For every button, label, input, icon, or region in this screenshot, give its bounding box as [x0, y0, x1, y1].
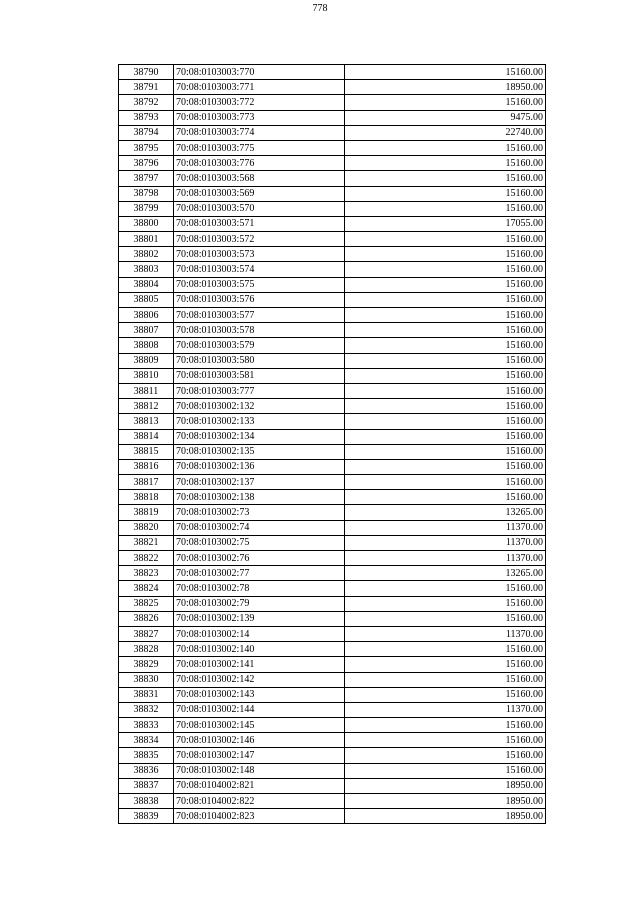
- row-number-cell: 38791: [119, 80, 174, 95]
- row-number-cell: 38810: [119, 368, 174, 383]
- row-number-cell: 38795: [119, 140, 174, 155]
- table-row: [119, 490, 546, 505]
- table-row: [119, 323, 546, 338]
- cadastral-number-cell: 70:08:0103002:146: [174, 733, 345, 748]
- table-row: [119, 216, 546, 231]
- value-cell: 15160.00: [345, 323, 546, 338]
- table-row: [119, 763, 546, 778]
- table-row: [119, 611, 546, 626]
- row-number-cell: 38804: [119, 277, 174, 292]
- cadastral-number-cell: 70:08:0104002:823: [174, 809, 345, 824]
- cadastral-number-cell: 70:08:0103003:577: [174, 308, 345, 323]
- row-number-cell: 38811: [119, 383, 174, 398]
- row-number-cell: 38816: [119, 459, 174, 474]
- cadastral-number-cell: 70:08:0103002:137: [174, 475, 345, 490]
- row-number-cell: 38826: [119, 611, 174, 626]
- row-number-cell: 38836: [119, 763, 174, 778]
- value-cell: 15160.00: [345, 444, 546, 459]
- cadastral-number-cell: 70:08:0103003:569: [174, 186, 345, 201]
- table-row: [119, 95, 546, 110]
- cadastral-number-cell: 70:08:0103002:141: [174, 657, 345, 672]
- cadastral-number-cell: 70:08:0103003:777: [174, 383, 345, 398]
- table-row: [119, 156, 546, 171]
- cadastral-number-cell: 70:08:0103002:143: [174, 687, 345, 702]
- row-number-cell: 38814: [119, 429, 174, 444]
- value-cell: 11370.00: [345, 551, 546, 566]
- value-cell: 11370.00: [345, 535, 546, 550]
- cadastral-number-cell: 70:08:0103002:77: [174, 566, 345, 581]
- row-number-cell: 38832: [119, 702, 174, 717]
- cadastral-number-cell: 70:08:0103003:573: [174, 247, 345, 262]
- table-row: [119, 748, 546, 763]
- table-row: [119, 247, 546, 262]
- cadastral-number-cell: 70:08:0103002:134: [174, 429, 345, 444]
- table-row: [119, 596, 546, 611]
- table-row: [119, 566, 546, 581]
- row-number-cell: 38794: [119, 125, 174, 140]
- cadastral-number-cell: 70:08:0103003:576: [174, 292, 345, 307]
- table-row: [119, 733, 546, 748]
- value-cell: 11370.00: [345, 520, 546, 535]
- value-cell: 18950.00: [345, 794, 546, 809]
- row-number-cell: 38796: [119, 156, 174, 171]
- cadastral-number-cell: 70:08:0103003:774: [174, 125, 345, 140]
- value-cell: 15160.00: [345, 95, 546, 110]
- table-row: [119, 125, 546, 140]
- value-cell: 15160.00: [345, 156, 546, 171]
- row-number-cell: 38799: [119, 201, 174, 216]
- table-row: [119, 520, 546, 535]
- cadastral-number-cell: 70:08:0103003:772: [174, 95, 345, 110]
- value-cell: 15160.00: [345, 292, 546, 307]
- value-cell: 15160.00: [345, 247, 546, 262]
- cadastral-number-cell: 70:08:0103002:79: [174, 596, 345, 611]
- row-number-cell: 38838: [119, 794, 174, 809]
- row-number-cell: 38825: [119, 596, 174, 611]
- cadastral-number-cell: 70:08:0103002:140: [174, 642, 345, 657]
- table-row: [119, 718, 546, 733]
- value-cell: 15160.00: [345, 490, 546, 505]
- row-number-cell: 38801: [119, 232, 174, 247]
- cadastral-number-cell: 70:08:0103003:770: [174, 65, 345, 80]
- value-cell: 15160.00: [345, 171, 546, 186]
- row-number-cell: 38827: [119, 626, 174, 641]
- value-cell: 15160.00: [345, 718, 546, 733]
- row-number-cell: 38833: [119, 718, 174, 733]
- row-number-cell: 38821: [119, 535, 174, 550]
- value-cell: 18950.00: [345, 80, 546, 95]
- table-row: [119, 186, 546, 201]
- cadastral-number-cell: 70:08:0103003:572: [174, 232, 345, 247]
- row-number-cell: 38820: [119, 520, 174, 535]
- row-number-cell: 38790: [119, 65, 174, 80]
- table-row: [119, 459, 546, 474]
- cadastral-number-cell: 70:08:0103002:135: [174, 444, 345, 459]
- value-cell: 15160.00: [345, 748, 546, 763]
- value-cell: 15160.00: [345, 672, 546, 687]
- table-row: [119, 794, 546, 809]
- cadastral-number-cell: 70:08:0103003:568: [174, 171, 345, 186]
- value-cell: 11370.00: [345, 702, 546, 717]
- row-number-cell: 38809: [119, 353, 174, 368]
- cadastral-number-cell: 70:08:0103002:133: [174, 414, 345, 429]
- value-cell: 15160.00: [345, 368, 546, 383]
- row-number-cell: 38806: [119, 308, 174, 323]
- value-cell: 15160.00: [345, 308, 546, 323]
- cadastral-number-cell: 70:08:0103002:74: [174, 520, 345, 535]
- row-number-cell: 38829: [119, 657, 174, 672]
- row-number-cell: 38831: [119, 687, 174, 702]
- table-row: [119, 672, 546, 687]
- cadastral-number-cell: 70:08:0103003:581: [174, 368, 345, 383]
- cadastral-number-cell: 70:08:0103002:132: [174, 399, 345, 414]
- row-number-cell: 38812: [119, 399, 174, 414]
- table-row: [119, 702, 546, 717]
- row-number-cell: 38835: [119, 748, 174, 763]
- cadastral-number-cell: 70:08:0103002:142: [174, 672, 345, 687]
- table-row: [119, 551, 546, 566]
- row-number-cell: 38797: [119, 171, 174, 186]
- value-cell: 15160.00: [345, 65, 546, 80]
- data-table: [118, 64, 546, 824]
- row-number-cell: 38817: [119, 475, 174, 490]
- table-row: [119, 383, 546, 398]
- table-row: [119, 399, 546, 414]
- table-row: [119, 277, 546, 292]
- table-row: [119, 308, 546, 323]
- cadastral-number-cell: 70:08:0103003:575: [174, 277, 345, 292]
- table-row: [119, 778, 546, 793]
- row-number-cell: 38803: [119, 262, 174, 277]
- value-cell: 9475.00: [345, 110, 546, 125]
- cadastral-number-cell: 70:08:0103003:771: [174, 80, 345, 95]
- cadastral-number-cell: 70:08:0103002:145: [174, 718, 345, 733]
- value-cell: 15160.00: [345, 581, 546, 596]
- row-number-cell: 38800: [119, 216, 174, 231]
- cadastral-number-cell: 70:08:0103002:76: [174, 551, 345, 566]
- cadastral-number-cell: 70:08:0103003:579: [174, 338, 345, 353]
- cadastral-number-cell: 70:08:0103003:773: [174, 110, 345, 125]
- value-cell: 15160.00: [345, 687, 546, 702]
- table-row: [119, 657, 546, 672]
- table-row: [119, 809, 546, 824]
- row-number-cell: 38834: [119, 733, 174, 748]
- table-row: [119, 353, 546, 368]
- cadastral-number-cell: 70:08:0103002:14: [174, 626, 345, 641]
- row-number-cell: 38828: [119, 642, 174, 657]
- table-body: [119, 65, 546, 824]
- table-row: [119, 414, 546, 429]
- table-row: [119, 171, 546, 186]
- row-number-cell: 38818: [119, 490, 174, 505]
- cadastral-number-cell: 70:08:0104002:821: [174, 778, 345, 793]
- value-cell: 15160.00: [345, 338, 546, 353]
- row-number-cell: 38805: [119, 292, 174, 307]
- cadastral-number-cell: 70:08:0103002:139: [174, 611, 345, 626]
- value-cell: 15160.00: [345, 596, 546, 611]
- value-cell: 15160.00: [345, 414, 546, 429]
- table-row: [119, 201, 546, 216]
- row-number-cell: 38837: [119, 778, 174, 793]
- page-number: 778: [312, 3, 328, 14]
- value-cell: 15160.00: [345, 186, 546, 201]
- table-row: [119, 475, 546, 490]
- value-cell: 15160.00: [345, 232, 546, 247]
- table-row: [119, 338, 546, 353]
- cadastral-number-cell: 70:08:0103002:148: [174, 763, 345, 778]
- cadastral-number-cell: 70:08:0103003:776: [174, 156, 345, 171]
- row-number-cell: 38808: [119, 338, 174, 353]
- table-row: [119, 368, 546, 383]
- cadastral-number-cell: 70:08:0103002:136: [174, 459, 345, 474]
- value-cell: 13265.00: [345, 566, 546, 581]
- row-number-cell: 38815: [119, 444, 174, 459]
- table-row: [119, 292, 546, 307]
- cadastral-number-cell: 70:08:0103002:144: [174, 702, 345, 717]
- table-row: [119, 140, 546, 155]
- row-number-cell: 38793: [119, 110, 174, 125]
- value-cell: 18950.00: [345, 809, 546, 824]
- value-cell: 13265.00: [345, 505, 546, 520]
- cadastral-number-cell: 70:08:0103003:574: [174, 262, 345, 277]
- value-cell: 15160.00: [345, 353, 546, 368]
- table-row: [119, 110, 546, 125]
- value-cell: 15160.00: [345, 140, 546, 155]
- cadastral-number-cell: 70:08:0103003:571: [174, 216, 345, 231]
- row-number-cell: 38813: [119, 414, 174, 429]
- row-number-cell: 38792: [119, 95, 174, 110]
- value-cell: 15160.00: [345, 642, 546, 657]
- value-cell: 15160.00: [345, 277, 546, 292]
- table-row: [119, 429, 546, 444]
- value-cell: 15160.00: [345, 383, 546, 398]
- cadastral-number-cell: 70:08:0103002:73: [174, 505, 345, 520]
- value-cell: 17055.00: [345, 216, 546, 231]
- cadastral-number-cell: 70:08:0103003:570: [174, 201, 345, 216]
- table-row: [119, 581, 546, 596]
- row-number-cell: 38822: [119, 551, 174, 566]
- value-cell: 15160.00: [345, 733, 546, 748]
- table-row: [119, 80, 546, 95]
- value-cell: 15160.00: [345, 201, 546, 216]
- cadastral-number-cell: 70:08:0103002:138: [174, 490, 345, 505]
- value-cell: 15160.00: [345, 763, 546, 778]
- row-number-cell: 38807: [119, 323, 174, 338]
- row-number-cell: 38798: [119, 186, 174, 201]
- value-cell: 11370.00: [345, 626, 546, 641]
- cadastral-number-cell: 70:08:0103002:147: [174, 748, 345, 763]
- cadastral-number-cell: 70:08:0103002:75: [174, 535, 345, 550]
- table-row: [119, 444, 546, 459]
- value-cell: 15160.00: [345, 611, 546, 626]
- table-row: [119, 626, 546, 641]
- cadastral-number-cell: 70:08:0103003:775: [174, 140, 345, 155]
- cadastral-number-cell: 70:08:0103002:78: [174, 581, 345, 596]
- value-cell: 15160.00: [345, 657, 546, 672]
- value-cell: 15160.00: [345, 429, 546, 444]
- row-number-cell: 38830: [119, 672, 174, 687]
- row-number-cell: 38824: [119, 581, 174, 596]
- cadastral-number-cell: 70:08:0103003:580: [174, 353, 345, 368]
- table-row: [119, 262, 546, 277]
- value-cell: 15160.00: [345, 399, 546, 414]
- table-row: [119, 642, 546, 657]
- value-cell: 18950.00: [345, 778, 546, 793]
- cadastral-number-cell: 70:08:0104002:822: [174, 794, 345, 809]
- value-cell: 15160.00: [345, 459, 546, 474]
- table-row: [119, 687, 546, 702]
- table-row: [119, 505, 546, 520]
- row-number-cell: 38802: [119, 247, 174, 262]
- value-cell: 15160.00: [345, 262, 546, 277]
- value-cell: 15160.00: [345, 475, 546, 490]
- table-row: [119, 232, 546, 247]
- row-number-cell: 38839: [119, 809, 174, 824]
- value-cell: 22740.00: [345, 125, 546, 140]
- cadastral-number-cell: 70:08:0103003:578: [174, 323, 345, 338]
- row-number-cell: 38823: [119, 566, 174, 581]
- row-number-cell: 38819: [119, 505, 174, 520]
- table-row: [119, 535, 546, 550]
- table-row: [119, 65, 546, 80]
